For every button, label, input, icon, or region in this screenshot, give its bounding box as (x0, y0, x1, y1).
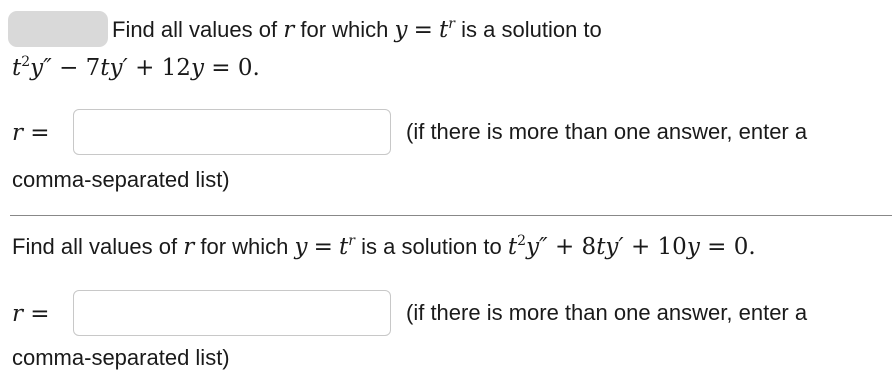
problem1-solution-text: is a solution to (461, 17, 602, 42)
section-divider (10, 215, 892, 216)
problem1-t-base: t (439, 17, 449, 43)
problem1-var-y: y (394, 17, 408, 43)
problem1-var-r: r (283, 17, 295, 43)
problem2-t-power-r (339, 234, 355, 260)
problem2-var-r: r (183, 234, 195, 260)
problem2-solution-text: is a solution to (361, 234, 502, 259)
problem1-for-which: for which (300, 17, 389, 42)
problem2-equation (508, 234, 756, 260)
problem2-eq-y: y (686, 234, 700, 260)
problem2-eq-t-exp: 2 (517, 233, 527, 249)
problem2-r-exp: r (348, 233, 355, 249)
problem1-answer-label (12, 119, 50, 147)
problem1-t-power-r (439, 17, 455, 43)
problem2-answer-eq: = (23, 301, 50, 327)
problem1-answer-r: r (12, 120, 23, 146)
problem1-eq-y: y (190, 55, 204, 81)
problem2-for-which: for which (200, 234, 289, 259)
problem1-equals: = (413, 17, 433, 43)
problem2-answer-label (12, 300, 50, 328)
problem2-eq-ty-prime: ty′ (596, 234, 624, 260)
problem2-hint-line2: comma-separated list) (12, 345, 230, 370)
problem1-statement (112, 16, 602, 44)
problem1-eq-rhs: = 0. (203, 55, 260, 81)
problem2-eq-rhs: = 0. (699, 234, 756, 260)
problem1-answer-input[interactable] (73, 109, 391, 155)
problem1-answer-eq: = (23, 120, 50, 146)
problem2-answer-input[interactable] (73, 290, 391, 336)
problem1-hint-line1: (if there is more than one answer, enter a (406, 119, 808, 144)
problem2-equals: = (313, 234, 333, 260)
problem1-eq-y-double-prime: y″ (30, 55, 52, 81)
problem2-var-y: y (294, 234, 308, 260)
problem2-hint-line1: (if there is more than one answer, enter a (406, 300, 808, 325)
problem2-eq-y-double-prime: y″ (526, 234, 548, 260)
problem1-eq-plus-12: + 12 (127, 55, 191, 81)
problem2-eq-plus-8: + 8 (547, 234, 597, 260)
problem2-t-base: t (339, 234, 349, 260)
problem1-eq-t: t (12, 55, 22, 81)
problem1-eq-ty-prime: ty′ (100, 55, 128, 81)
problem2-eq-plus-10: + 10 (623, 234, 687, 260)
problem2-intro: Find all values of (12, 234, 178, 259)
problem1-eq-t-exp: 2 (21, 54, 31, 70)
problem1-intro: Find all values of (112, 17, 278, 42)
problem2-eq-t: t (507, 234, 518, 260)
problem1-equation (12, 54, 260, 82)
problem2-answer-r: r (12, 301, 23, 327)
problem1-eq-minus-7: − 7 (51, 55, 101, 81)
problem1-r-exp: r (448, 16, 455, 32)
redacted-problem-number (8, 11, 108, 47)
problem2-statement (12, 233, 756, 261)
problem1-hint-line2: comma-separated list) (12, 167, 230, 192)
